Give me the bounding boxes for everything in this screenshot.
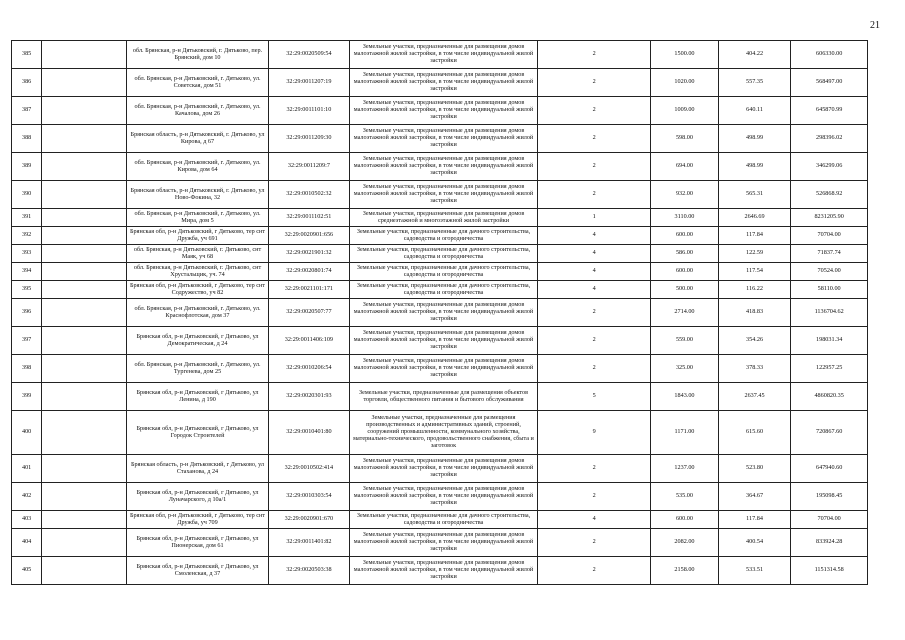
cell-address: обл. Брянская, р-н Дятьковский, г. Дятьково, ул. Мира, дом 5 [126, 209, 268, 227]
cell-use-group: 2 [538, 299, 651, 327]
cell-cadastral-number: 32:29:0010303:54 [269, 483, 350, 511]
cell-specific-value: 2637.45 [718, 383, 791, 411]
cell-address: обл. Брянская, р-н Дятьковский, г. Дятьково, снт Хрустальщик, уч. 74 [126, 263, 268, 281]
cell-blank [42, 327, 127, 355]
cell-cadastral-value: 833924.28 [791, 529, 868, 557]
cell-specific-value: 378.33 [718, 355, 791, 383]
cell-specific-value: 117.84 [718, 227, 791, 245]
cell-use-group: 2 [538, 355, 651, 383]
cell-permitted-use: Земельные участки, предназначенные для размещения домов малоэтажной жилой застройки, в том числе индивидуальной жилой застройки [349, 455, 538, 483]
cell-permitted-use: Земельные участки, предназначенные для размещения домов малоэтажной жилой застройки, в том числе индивидуальной жилой застройки [349, 355, 538, 383]
table-row [12, 41, 868, 69]
cell-use-group: 5 [538, 383, 651, 411]
cell-blank [42, 511, 127, 529]
cell-area: 3110.00 [651, 209, 719, 227]
cell-specific-value: 354.26 [718, 327, 791, 355]
cell-area: 2158.00 [651, 557, 719, 585]
cell-row-number: 403 [12, 511, 42, 529]
cell-use-group: 2 [538, 69, 651, 97]
cell-cadastral-value: 1136704.62 [791, 299, 868, 327]
cell-cadastral-number: 32:29:0011101:10 [269, 97, 350, 125]
cell-permitted-use: Земельные участки, предназначенные для размещения домов малоэтажной жилой застройки, в том числе индивидуальной жилой застройки [349, 69, 538, 97]
cell-use-group: 2 [538, 327, 651, 355]
cell-cadastral-number: 32:29:0011102:51 [269, 209, 350, 227]
cell-permitted-use: Земельные участки, предназначенные для размещения производственных и административных зданий, строений, сооружений промышленности, коммунального хозяйства, материально-технического, продовольственного снабжения, сбыта и заготовок [349, 411, 538, 455]
cell-cadastral-number: 32:29:0010502:32 [269, 181, 350, 209]
cell-specific-value: 117.84 [718, 511, 791, 529]
cell-specific-value: 400.54 [718, 529, 791, 557]
cell-blank [42, 299, 127, 327]
table-row [12, 299, 868, 327]
land-plots-table [11, 40, 868, 585]
cell-area: 600.00 [651, 263, 719, 281]
cell-address: обл. Брянская, р-н Дятьковский, г. Дятьково, ул. Тургенева, дом 25 [126, 355, 268, 383]
cell-blank [42, 181, 127, 209]
cell-cadastral-value: 195098.45 [791, 483, 868, 511]
cell-cadastral-value: 8231205.90 [791, 209, 868, 227]
cell-use-group: 2 [538, 181, 651, 209]
cell-use-group: 2 [538, 557, 651, 585]
cell-address: Брянская обл, р-н Дятьковский, г Дятьково, тер снт Дружба, уч 691 [126, 227, 268, 245]
cell-area: 586.00 [651, 245, 719, 263]
cell-blank [42, 97, 127, 125]
cell-cadastral-number: 32:29:0020301:93 [269, 383, 350, 411]
cell-address: Брянская обл, р-н Дятьковский, г Дятьково, ул Демократическая, д 24 [126, 327, 268, 355]
cell-area: 1843.00 [651, 383, 719, 411]
cell-address: Брянская обл, р-н Дятьковский, г Дятьково, ул Пионерская, дом 61 [126, 529, 268, 557]
cell-cadastral-number: 32:29:0020901:656 [269, 227, 350, 245]
cell-permitted-use: Земельные участки, предназначенные для дачного строительства, садоводства и огородничества [349, 245, 538, 263]
cell-blank [42, 483, 127, 511]
cell-row-number: 404 [12, 529, 42, 557]
cell-cadastral-value: 122957.25 [791, 355, 868, 383]
cell-specific-value: 640.11 [718, 97, 791, 125]
cell-row-number: 396 [12, 299, 42, 327]
cell-specific-value: 533.51 [718, 557, 791, 585]
cell-area: 535.00 [651, 483, 719, 511]
cell-permitted-use: Земельные участки, предназначенные для размещения домов малоэтажной жилой застройки, в том числе индивидуальной жилой застройки [349, 557, 538, 585]
cell-permitted-use: Земельные участки, предназначенные для размещения домов малоэтажной жилой застройки, в том числе индивидуальной жилой застройки [349, 41, 538, 69]
cell-address: обл. Брянская, р-н Дятьковский, г. Дятьково, ул. Кирова, дом 64 [126, 153, 268, 181]
cell-cadastral-value: 606330.00 [791, 41, 868, 69]
cell-cadastral-number: 32:29:0010401:80 [269, 411, 350, 455]
table-row [12, 209, 868, 227]
cell-permitted-use: Земельные участки, предназначенные для размещения домов малоэтажной жилой застройки, в том числе индивидуальной жилой застройки [349, 299, 538, 327]
cell-cadastral-value: 647940.60 [791, 455, 868, 483]
table-row [12, 483, 868, 511]
cell-address: Брянская обл, р-н Дятьковский, г Дятьково, ул Городок Строителей [126, 411, 268, 455]
cell-area: 500.00 [651, 281, 719, 299]
cell-area: 1237.00 [651, 455, 719, 483]
cell-row-number: 393 [12, 245, 42, 263]
cell-cadastral-value: 71837.74 [791, 245, 868, 263]
cell-specific-value: 498.99 [718, 153, 791, 181]
cell-cadastral-value: 70704.00 [791, 511, 868, 529]
cell-cadastral-number: 32:29:0011209:7 [269, 153, 350, 181]
cell-row-number: 387 [12, 97, 42, 125]
cell-use-group: 2 [538, 97, 651, 125]
cell-specific-value: 615.60 [718, 411, 791, 455]
cell-blank [42, 263, 127, 281]
cell-row-number: 391 [12, 209, 42, 227]
cell-area: 1020.00 [651, 69, 719, 97]
cell-area: 1171.00 [651, 411, 719, 455]
cell-specific-value: 364.67 [718, 483, 791, 511]
cell-specific-value: 404.22 [718, 41, 791, 69]
cell-use-group: 4 [538, 511, 651, 529]
cell-permitted-use: Земельные участки, предназначенные для размещения домов малоэтажной жилой застройки, в том числе индивидуальной жилой застройки [349, 181, 538, 209]
table-row [12, 511, 868, 529]
cell-row-number: 402 [12, 483, 42, 511]
cell-row-number: 394 [12, 263, 42, 281]
cell-use-group: 2 [538, 483, 651, 511]
cell-area: 932.00 [651, 181, 719, 209]
table-body [12, 41, 868, 585]
table-row [12, 281, 868, 299]
cell-area: 1009.00 [651, 97, 719, 125]
cell-use-group: 2 [538, 41, 651, 69]
cell-permitted-use: Земельные участки, предназначенные для размещения домов малоэтажной жилой застройки, в том числе индивидуальной жилой застройки [349, 483, 538, 511]
cell-use-group: 1 [538, 209, 651, 227]
cell-cadastral-value: 70524.00 [791, 263, 868, 281]
cell-use-group: 2 [538, 455, 651, 483]
cell-cadastral-number: 32:29:0021101:171 [269, 281, 350, 299]
cell-permitted-use: Земельные участки, предназначенные для размещения домов среднеэтажной и многоэтажной жилой застройки [349, 209, 538, 227]
cell-cadastral-value: 526868.92 [791, 181, 868, 209]
cell-specific-value: 117.54 [718, 263, 791, 281]
cell-blank [42, 153, 127, 181]
cell-blank [42, 125, 127, 153]
cell-row-number: 400 [12, 411, 42, 455]
cell-cadastral-value: 346299.06 [791, 153, 868, 181]
cell-cadastral-number: 32:29:0021901:32 [269, 245, 350, 263]
cell-address: Брянская область, р-н Дятьковский, г. Дятьково, ул Ново-Фокина, 32 [126, 181, 268, 209]
table-row [12, 263, 868, 281]
cell-cadastral-number: 32:29:0020503:38 [269, 557, 350, 585]
cell-blank [42, 227, 127, 245]
cell-row-number: 388 [12, 125, 42, 153]
cell-cadastral-number: 32:29:0020507:77 [269, 299, 350, 327]
cell-cadastral-value: 720867.60 [791, 411, 868, 455]
table-row [12, 529, 868, 557]
cell-permitted-use: Земельные участки, предназначенные для размещения домов малоэтажной жилой застройки, в том числе индивидуальной жилой застройки [349, 97, 538, 125]
cell-cadastral-number: 32:29:0020801:74 [269, 263, 350, 281]
cell-address: Брянская область, р-н Дятьковский, г Дятьково, ул Стаханова, д 24 [126, 455, 268, 483]
cell-cadastral-value: 568497.00 [791, 69, 868, 97]
table-row [12, 327, 868, 355]
cell-address: обл. Брянская, р-н Дятьковский, г. Дятьково, ул. Краснофлотская, дом 37 [126, 299, 268, 327]
cell-cadastral-number: 32:29:0020509:54 [269, 41, 350, 69]
table-row [12, 245, 868, 263]
cell-permitted-use: Земельные участки, предназначенные для дачного строительства, садоводства и огородничества [349, 227, 538, 245]
cell-cadastral-value: 58110.00 [791, 281, 868, 299]
cell-row-number: 385 [12, 41, 42, 69]
cell-use-group: 4 [538, 281, 651, 299]
cell-row-number: 398 [12, 355, 42, 383]
cell-area: 600.00 [651, 511, 719, 529]
cell-blank [42, 411, 127, 455]
cell-specific-value: 498.99 [718, 125, 791, 153]
cell-cadastral-number: 32:29:0020901:670 [269, 511, 350, 529]
cell-address: обл. Брянская, р-н Дятьковский, г. Дятьково, пер. Брянский, дом 10 [126, 41, 268, 69]
cell-permitted-use: Земельные участки, предназначенные для дачного строительства, садоводства и огородничества [349, 263, 538, 281]
cell-specific-value: 116.22 [718, 281, 791, 299]
cell-address: Брянская область, р-н Дятьковский, г. Дятьково, ул Кирова, д 67 [126, 125, 268, 153]
cell-blank [42, 557, 127, 585]
table-row [12, 557, 868, 585]
cell-area: 2714.00 [651, 299, 719, 327]
cell-area: 600.00 [651, 227, 719, 245]
page-number: 21 [870, 20, 880, 31]
cell-specific-value: 557.35 [718, 69, 791, 97]
cell-address: Брянская обл, р-н Дятьковский, г Дятьково, ул Ленина, д 190 [126, 383, 268, 411]
cell-area: 559.00 [651, 327, 719, 355]
cell-permitted-use: Земельные участки, предназначенные для дачного строительства, садоводства и огородничества [349, 511, 538, 529]
cell-permitted-use: Земельные участки, предназначенные для размещения домов малоэтажной жилой застройки, в том числе индивидуальной жилой застройки [349, 327, 538, 355]
cell-cadastral-value: 298396.02 [791, 125, 868, 153]
table-row [12, 411, 868, 455]
cell-address: Брянская обл, р-н Дятьковский, г Дятьково, тер снт Содружество, уч 82 [126, 281, 268, 299]
cell-area: 325.00 [651, 355, 719, 383]
cell-cadastral-value: 645870.99 [791, 97, 868, 125]
cell-use-group: 4 [538, 227, 651, 245]
cell-cadastral-value: 70704.00 [791, 227, 868, 245]
cell-area: 1500.00 [651, 41, 719, 69]
cell-area: 694.00 [651, 153, 719, 181]
cell-address: Брянская обл, р-н Дятьковский, г Дятьково, ул Смоленская, д 37 [126, 557, 268, 585]
cell-row-number: 401 [12, 455, 42, 483]
table-row [12, 97, 868, 125]
cell-use-group: 4 [538, 245, 651, 263]
table-row [12, 69, 868, 97]
cell-specific-value: 418.83 [718, 299, 791, 327]
cell-area: 598.00 [651, 125, 719, 153]
cell-blank [42, 69, 127, 97]
cell-address: Брянская обл, р-н Дятьковский, г Дятьково, ул Луначарского, д 10а/1 [126, 483, 268, 511]
cell-blank [42, 355, 127, 383]
cell-cadastral-value: 1151314.58 [791, 557, 868, 585]
cell-cadastral-value: 4860820.35 [791, 383, 868, 411]
cell-row-number: 386 [12, 69, 42, 97]
cell-blank [42, 209, 127, 227]
table-row [12, 125, 868, 153]
cell-blank [42, 529, 127, 557]
cell-row-number: 395 [12, 281, 42, 299]
cell-permitted-use: Земельные участки, предназначенные для размещения домов малоэтажной жилой застройки, в том числе индивидуальной жилой застройки [349, 153, 538, 181]
cell-row-number: 390 [12, 181, 42, 209]
cell-cadastral-number: 32:29:0010206:54 [269, 355, 350, 383]
table-row [12, 153, 868, 181]
cell-row-number: 397 [12, 327, 42, 355]
cell-cadastral-number: 32:29:0010502:414 [269, 455, 350, 483]
cell-row-number: 405 [12, 557, 42, 585]
cell-use-group: 9 [538, 411, 651, 455]
cell-cadastral-number: 32:29:0011209:30 [269, 125, 350, 153]
cell-specific-value: 122.59 [718, 245, 791, 263]
cell-row-number: 392 [12, 227, 42, 245]
cell-row-number: 389 [12, 153, 42, 181]
cell-use-group: 4 [538, 263, 651, 281]
cell-blank [42, 41, 127, 69]
cell-blank [42, 383, 127, 411]
cell-blank [42, 281, 127, 299]
cell-address: обл. Брянская, р-н Дятьковский, г. Дятьково, ул. Советская, дом 51 [126, 69, 268, 97]
cell-address: обл. Брянская, р-н Дятьковский, г. Дятьково, снт Маяк, уч 68 [126, 245, 268, 263]
cell-area: 2082.00 [651, 529, 719, 557]
cell-address: обл. Брянская, р-н Дятьковский, г. Дятьково, ул. Качалова, дом 26 [126, 97, 268, 125]
table-row [12, 227, 868, 245]
cell-blank [42, 245, 127, 263]
cell-address: Брянская обл, р-н Дятьковский, г Дятьково, тер снт Дружба, уч 709 [126, 511, 268, 529]
cell-blank [42, 455, 127, 483]
cell-permitted-use: Земельные участки, предназначенные для размещения домов малоэтажной жилой застройки, в том числе индивидуальной жилой застройки [349, 529, 538, 557]
cell-cadastral-value: 198031.34 [791, 327, 868, 355]
cell-use-group: 2 [538, 125, 651, 153]
cell-permitted-use: Земельные участки, предназначенные для размещения домов малоэтажной жилой застройки, в том числе индивидуальной жилой застройки [349, 125, 538, 153]
cell-specific-value: 565.31 [718, 181, 791, 209]
cell-cadastral-number: 32:29:0011406:109 [269, 327, 350, 355]
cell-cadastral-number: 32:29:0011401:82 [269, 529, 350, 557]
cell-use-group: 2 [538, 529, 651, 557]
cell-permitted-use: Земельные участки, предназначенные для размещения объектов торговли, общественного питания и бытового обслуживания [349, 383, 538, 411]
cell-specific-value: 523.80 [718, 455, 791, 483]
cell-row-number: 399 [12, 383, 42, 411]
cell-permitted-use: Земельные участки, предназначенные для дачного строительства, садоводства и огородничества [349, 281, 538, 299]
cell-specific-value: 2646.69 [718, 209, 791, 227]
table-row [12, 383, 868, 411]
cell-cadastral-number: 32:29:0011207:19 [269, 69, 350, 97]
table-row [12, 355, 868, 383]
cell-use-group: 2 [538, 153, 651, 181]
table-row [12, 181, 868, 209]
table-row [12, 455, 868, 483]
